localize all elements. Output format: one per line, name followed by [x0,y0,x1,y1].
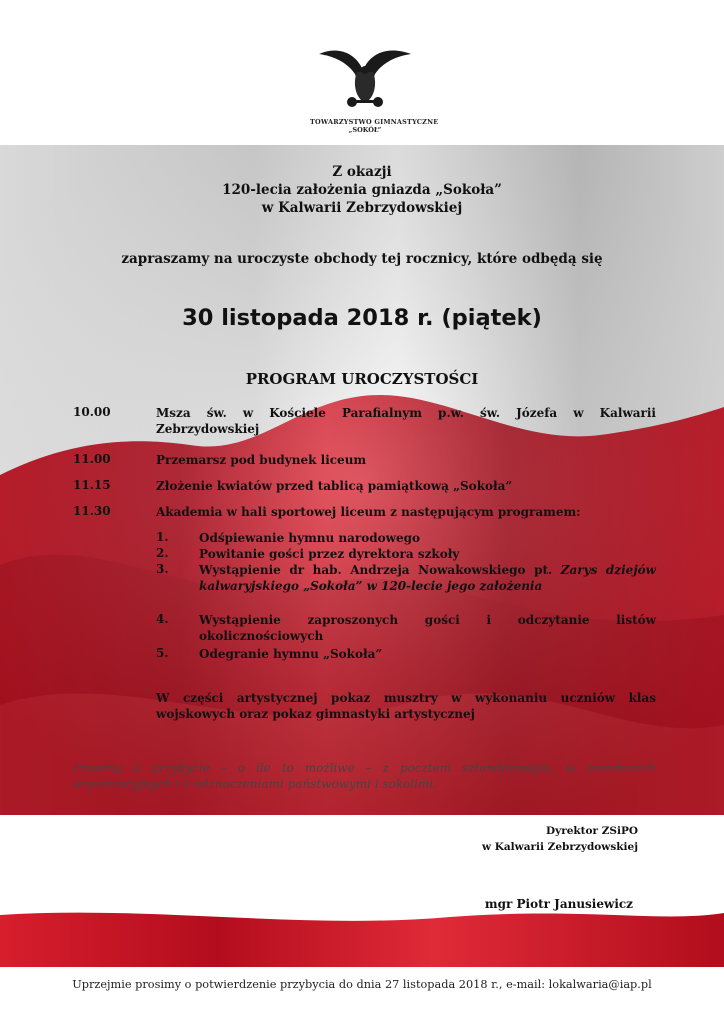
subitem-number: 1. [156,530,169,544]
header-line3: w Kalwarii Zebrzydowskiej [261,200,463,216]
lecture-speaker: Wystąpienie dr hab. Andrzeja Nowakowskiego pt. [199,563,553,577]
subitem-number: 5. [156,646,169,660]
flag-bottom-strip [0,905,724,967]
signature-school: w Kalwarii Zebrzydowskiej [482,841,638,853]
sokol-logo [310,42,439,142]
subitem-number: 2. [156,546,169,560]
subitem-number: 3. [156,562,169,576]
program-title: PROGRAM UROCZYSTOŚCI [245,370,479,388]
dress-code-note: Prosimy o przybycie – o ile to możliwe – z pocztem sztandarowym, w mundurach organizacyjnych i z odznaczeniami państwowymi i sokolimi. [73,761,656,791]
subitem-number: 4. [156,612,169,626]
program-time: 11.00 [73,452,111,466]
falcon-emblem-icon [317,42,413,114]
rsvp-footer: Uprzejmie prosimy o potwierdzenie przybycia do dnia 27 listopada 2018 r., e-mail: lokalwaria@iap.pl [72,978,652,991]
subitem-text: Powitanie gości przez dyrektora szkoły [199,547,460,561]
program-time: 11.30 [73,504,111,518]
subitem-text-lecture [199,562,656,594]
lecture-title: Zarys dziejów kalwaryjskiego „Sokoła” w 120-lecie jego założenia [199,563,656,593]
program-item: Złożenie kwiatów przed tablicą pamiątkową „Sokoła” [156,479,513,493]
invite-text: zapraszamy na uroczyste obchody tej rocznicy, które odbędą się [121,251,603,267]
logo-text-line1: TOWARZYSTWO GIMNASTYCZNE [310,118,439,126]
program-time: 10.00 [73,405,111,419]
program-item: Msza św. w Kościele Parafialnym p.w. św. Józefa w Kalwarii Zebrzydowskiej [156,406,656,436]
program-item: Akademia w hali sportowej liceum z następującym programem: [156,505,581,519]
program-time: 11.15 [73,478,111,492]
subitem-text: Wystąpienie zaproszonych gości i odczytanie listów okolicznościowych [199,613,656,643]
header-line1: Z okazji [332,164,392,180]
header-line2: 120-lecia założenia gniazda „Sokoła” [222,182,502,198]
subitem-text: Odśpiewanie hymnu narodowego [199,531,420,545]
artistic-program: W części artystycznej pokaz musztry w wykonaniu uczniów klas wojskowych oraz pokaz gimnastyki artystycznej [156,691,656,721]
subitem-text: Odegranie hymnu „Sokoła” [199,647,383,661]
logo-text-line2: „SOKÓŁ” [348,126,382,134]
signature-title: Dyrektor ZSiPO [545,825,638,837]
event-date: 30 listopada 2018 r. (piątek) [182,305,542,331]
signature-name: mgr Piotr Janusiewicz [484,897,633,911]
program-item: Przemarsz pod budynek liceum [156,453,367,467]
